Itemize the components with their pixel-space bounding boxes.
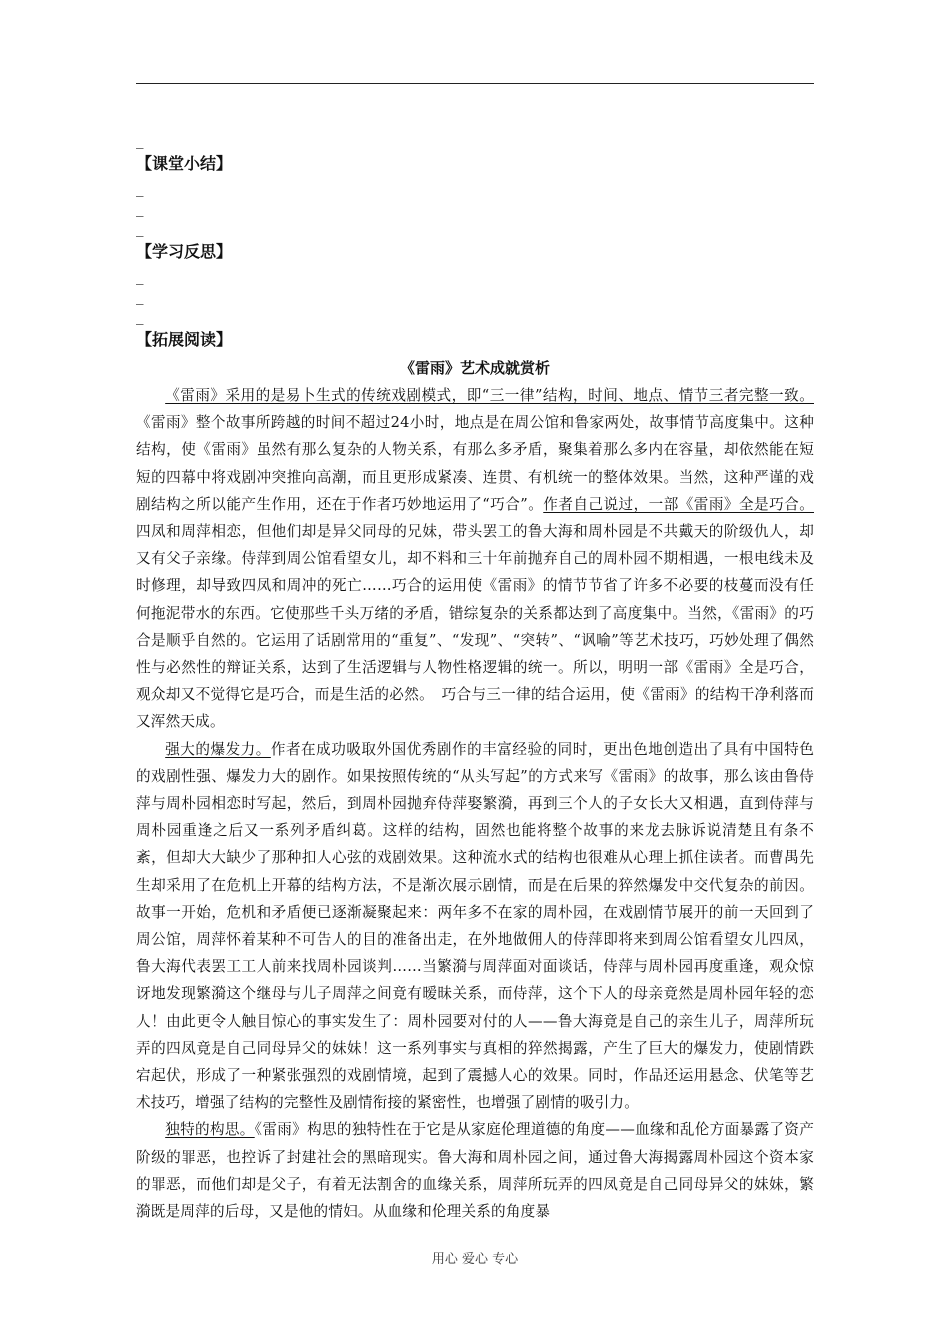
heading-extended-reading: 【拓展阅读】 — [136, 330, 233, 349]
blank-line: _ — [136, 199, 144, 217]
paragraph-text: 《雷雨》整个故事所跨越的时间不超过24小时，地点是在周公馆和鲁家两处，故事情节高度集中。这种结构，使《雷雨》虽然有那么复杂的人物关系，有那么多矛盾，聚集着那么多内在容量，却依然能在短短的四幕中将戏剧冲突推向高潮，而且更形成紧凑、连贯、有机统一的整体效果。当然，这种严谨的戏剧结构之所以能产生作用，还在于作者巧妙地运用了“巧合”。 — [136, 414, 814, 513]
blank-line: _ — [136, 219, 144, 237]
paragraph-unique-conception — [136, 1116, 814, 1225]
paragraph-text: 《雷雨》构思的独特性在于它是从家庭伦理道德的角度——血缘和乱伦方面暴露了资产阶级的罪恶，也控诉了封建社会的黑暗现实。鲁大海和周朴园之间，通过鲁大海揭露周朴园这个资本家的罪恶，而他们却是父子，有着无法割舍的血缘关系，周萍所玩弄的四凤竟是自己同母异父的妹妹，繁漪既是周萍的后母，又是他的情妇。从血缘和伦理关系的角度暴 — [136, 1121, 815, 1221]
underlined-sentence: 强大的爆发力。 — [165, 740, 271, 758]
heading-learning-reflection: 【学习反思】 — [136, 242, 233, 261]
blank-line: _ — [136, 179, 144, 197]
blank-line: _ — [136, 287, 144, 305]
heading-class-summary: 【课堂小结】 — [136, 154, 233, 173]
header-rule — [136, 83, 814, 84]
blank-line: _ — [136, 267, 144, 285]
underlined-sentence: 《雷雨》采用的是易卜生式的传统戏剧模式，即“三一律”结构，时间、地点、情节三者完整一致。 — [165, 387, 814, 404]
underlined-sentence: 独特的构思。 — [165, 1121, 255, 1139]
paragraph-text: 四凤和周萍相恋，但他们却是异父同母的兄妹，带头罢工的鲁大海和周朴园是不共戴天的阶级仇人，却又有父子亲缘。侍萍到周公馆看望女儿，却不料和三十年前抛弃自己的周朴园不期相遇，一根电线未及时修理，却导致四凤和周冲的死亡……巧合的运用使《雷雨》的情节节省了许多不必要的枝蔓而没有任何拖泥带水的东西。它使那些千头万绪的矛盾，错综复杂的关系都达到了高度集中。当然，《雷雨》的巧合是顺乎自然的。它运用了话剧常用的“重复”、“发现”、“突转”、“讽喻”等艺术技巧，巧妙处理了偶然性与必然性的辩证关系，达到了生活逻辑与人物性格逻辑的统一。所以，明明一部《雷雨》全是巧合，观众却又不觉得它是巧合，而是生活的必然。 巧合与三一律的结合运用，使《雷雨》的结构干净利落而又浑然天成。 — [136, 523, 814, 731]
underlined-sentence: 作者自己说过，一部《雷雨》全是巧合。 — [543, 495, 814, 513]
blank-line: _ — [136, 131, 144, 149]
page-content — [136, 130, 814, 1225]
paragraph-explosive-force — [136, 736, 814, 1117]
page-footer: 用心 爱心 专心 — [431, 1252, 519, 1267]
blank-line: _ — [136, 307, 144, 325]
paragraph-text: 作者在成功吸取外国优秀剧作的丰富经验的同时，更出色地创造出了具有中国特色的戏剧性强、爆发力大的剧作。如果按照传统的“从头写起”的方式来写《雷雨》的故事，那么该由鲁侍萍与周朴园相恋时写起，然后，到周朴园抛弃侍萍娶繁漪，再到三个人的子女长大又相遇，直到侍萍与周朴园重逢之后又一系列矛盾纠葛。这样的结构，固然也能将整个故事的来龙去脉诉说清楚且有条不紊，但却大大缺少了那种扣人心弦的戏剧效果。这种流水式的结构也很难从心理上抓住读者。而曹禺先生却采用了在危机上开幕的结构方法，不是渐次展示剧情，而是在后果的猝然爆发中交代复杂的前因。故事一开始，危机和矛盾便已逐渐凝聚起来：两年多不在家的周朴园，在戏剧情节展开的前一天回到了周公馆，周萍怀着某种不可告人的目的准备出走，在外地做佣人的侍萍即将来到周公馆看望女儿四凤，鲁大海代表罢工工人前来找周朴园谈判……当繁漪与周萍面对面谈话，侍萍与周朴园再度重逢，观众惊讶地发现繁漪这个继母与儿子周萍之间竟有暧昧关系，而侍萍，这个下人的母亲竟然是周朴园年轻的恋人！由此更令人触目惊心的事实发生了：周朴园要对付的人——鲁大海竟是自己的亲生儿子，周萍所玩弄的四凤竟是自己同母异父的妹妹！这一系列事实与真相的猝然揭露，产生了巨大的爆发力，使剧情跌宕起伏，形成了一种紧张强烈的戏剧情境，起到了震撼人心的效果。同时，作品还运用悬念、伏笔等艺术技巧，增强了结构的完整性及剧情衔接的紧密性，也增强了剧情的吸引力。 — [136, 740, 814, 1112]
article-title: 《雷雨》艺术成就赏析 — [399, 359, 550, 377]
paragraph-structure — [136, 382, 814, 736]
